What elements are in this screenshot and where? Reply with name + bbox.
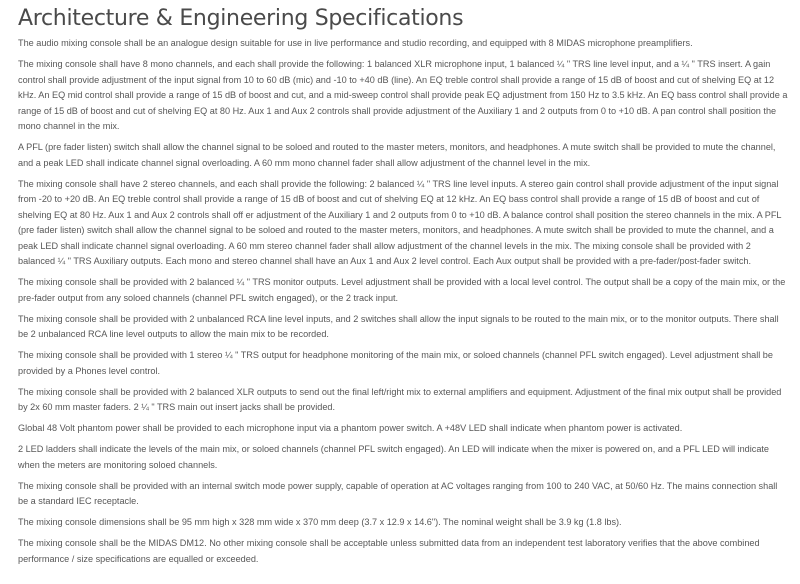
spec-paragraph-intro: The audio mixing console shall be an analogue design suitable for use in live performance and studio recording, and equipped with 8 MIDAS microphone preamplifiers.: [18, 38, 693, 48]
spec-paragraph-stereo-channels: The mixing console shall have 2 stereo channels, and each shall provide the following: 2 balanced ¼ " TRS line level inputs. A stereo gain control shall provide adjustment of the input signal from -20 to +20 dB. An EQ treble control shall provide a range of 15 dB of boost and cut of shelving EQ at 12 kHz. An EQ bass control shall provide a range of 15 dB of boost and cut of shelving EQ at 80 Hz. Aux 1 and Aux 2 controls shall off er adjustment of the Auxiliary 1 and 2 outputs from 0 to +10 dB. A balance control shall position the stereo channels in the mix. A PFL (pre fader listen) switch shall allow the channel signal to be soloed and routed to the master meters, monitors, and headphones. A mute switch shall be provided to mute the channel, and a peak LED shall indicate channel signal overloading. A 60 mm stereo channel fader shall allow adjustment of the channel levels in the mix. The mixing console shall be provided with 2 balanced ¼ " TRS Auxiliary outputs. Each mono and stereo channel shall have an Aux 1 and Aux 2 level control. Each Aux output shall be provided with a pre-fader/post-fader switch.: [18, 178, 782, 266]
spec-document: [18, 5, 788, 573]
spec-paragraph-mono-pfl: A PFL (pre fader listen) switch shall allow the channel signal to be soloed and routed to the master meters, monitors, and headphones. A mute switch shall be provided to mute the channel, and a peak LED shall indicate channel signal overloading. A 60 mm mono channel fader shall allow adjustment of the channel level in the mix.: [18, 142, 776, 168]
spec-paragraph-headphones: The mixing console shall be provided with 1 stereo ¼ " TRS output for headphone monitoring of the main mix, or soloed channels (channel PFL switch engaged). Level adjustment shall be provided by a Phones level control.: [18, 350, 773, 376]
spec-paragraph-phantom-power: Global 48 Volt phantom power shall be provided to each microphone input via a phantom power switch. A +48V LED shall indicate when phantom power is activated.: [18, 423, 683, 433]
spec-paragraph-monitor-outputs: The mixing console shall be provided with 2 balanced ¼ " TRS monitor outputs. Level adjustment shall be provided with a local level control. The output shall be a copy of the main mix, or the pre-fader output from any soloed channels (channel PFL switch engaged), or the 2 track input.: [18, 277, 786, 303]
spec-paragraph-model: The mixing console shall be the MIDAS DM12. No other mixing console shall be acceptable unless submitted data from an independent test laboratory verifies that the above combined performance / size specifications are equalled or exceeded.: [18, 538, 760, 564]
page-title: Architecture & Engineering Specifications: [18, 6, 464, 31]
spec-paragraph-rca-io: The mixing console shall be provided with 2 unbalanced RCA line level inputs, and 2 switches shall allow the input signals to be routed to the main mix, or to the monitor outputs. There shall be 2 unbalanced RCA line level outputs to allow the main mix to be recorded.: [18, 313, 779, 339]
spec-paragraph-main-outputs: The mixing console shall be provided with 2 balanced XLR outputs to send out the final left/right mix to external amplifiers and equipment. Adjustment of the final mix output shall be provided by 2x 60 mm master faders. 2 ¼ " TRS main out insert jacks shall be provided.: [18, 386, 782, 412]
spec-paragraph-dimensions: The mixing console dimensions shall be 95 mm high x 328 mm wide x 370 mm deep (3.7 x 12.9 x 14.6"). The nominal weight shall be 3.9 kg (1.8 lbs).: [18, 517, 622, 527]
spec-paragraph-power-supply: The mixing console shall be provided with an internal switch mode power supply, capable of operation at AC voltages ranging from 100 to 240 VAC, at 50/60 Hz. The mains connection shall be a standard IEC receptacle.: [18, 480, 778, 506]
spec-paragraph-meters: 2 LED ladders shall indicate the levels of the main mix, or soloed channels (channel PFL switch engaged). An LED will indicate when the mixer is powered on, and a PFL LED will indicate when the meters are monitoring soloed channels.: [18, 444, 770, 470]
spec-paragraph-mono-channels: The mixing console shall have 8 mono channels, and each shall provide the following: 1 balanced XLR microphone input, 1 balanced ¼ " TRS line level input, and a ¼ " TRS insert. A gain control shall provide adjustment of the input signal from 10 to 60 dB (mic) and -10 to +40 dB (line). An EQ treble control shall provide a range of 15 dB of boost and cut of shelving EQ at 12 kHz. An EQ mid control shall provide a range of 15 dB of boost and cut, and a mid-sweep control shall provide peak EQ adjustment from 150 Hz to 3.5 kHz. An EQ bass control shall provide a range of 15 dB of boost and cut of shelving EQ at 80 Hz. Aux 1 and Aux 2 controls shall provide adjustment of the Auxiliary 1 and 2 outputs from 0 to +10 dB. A pan control shall position the mono channel in the mix.: [18, 59, 788, 131]
